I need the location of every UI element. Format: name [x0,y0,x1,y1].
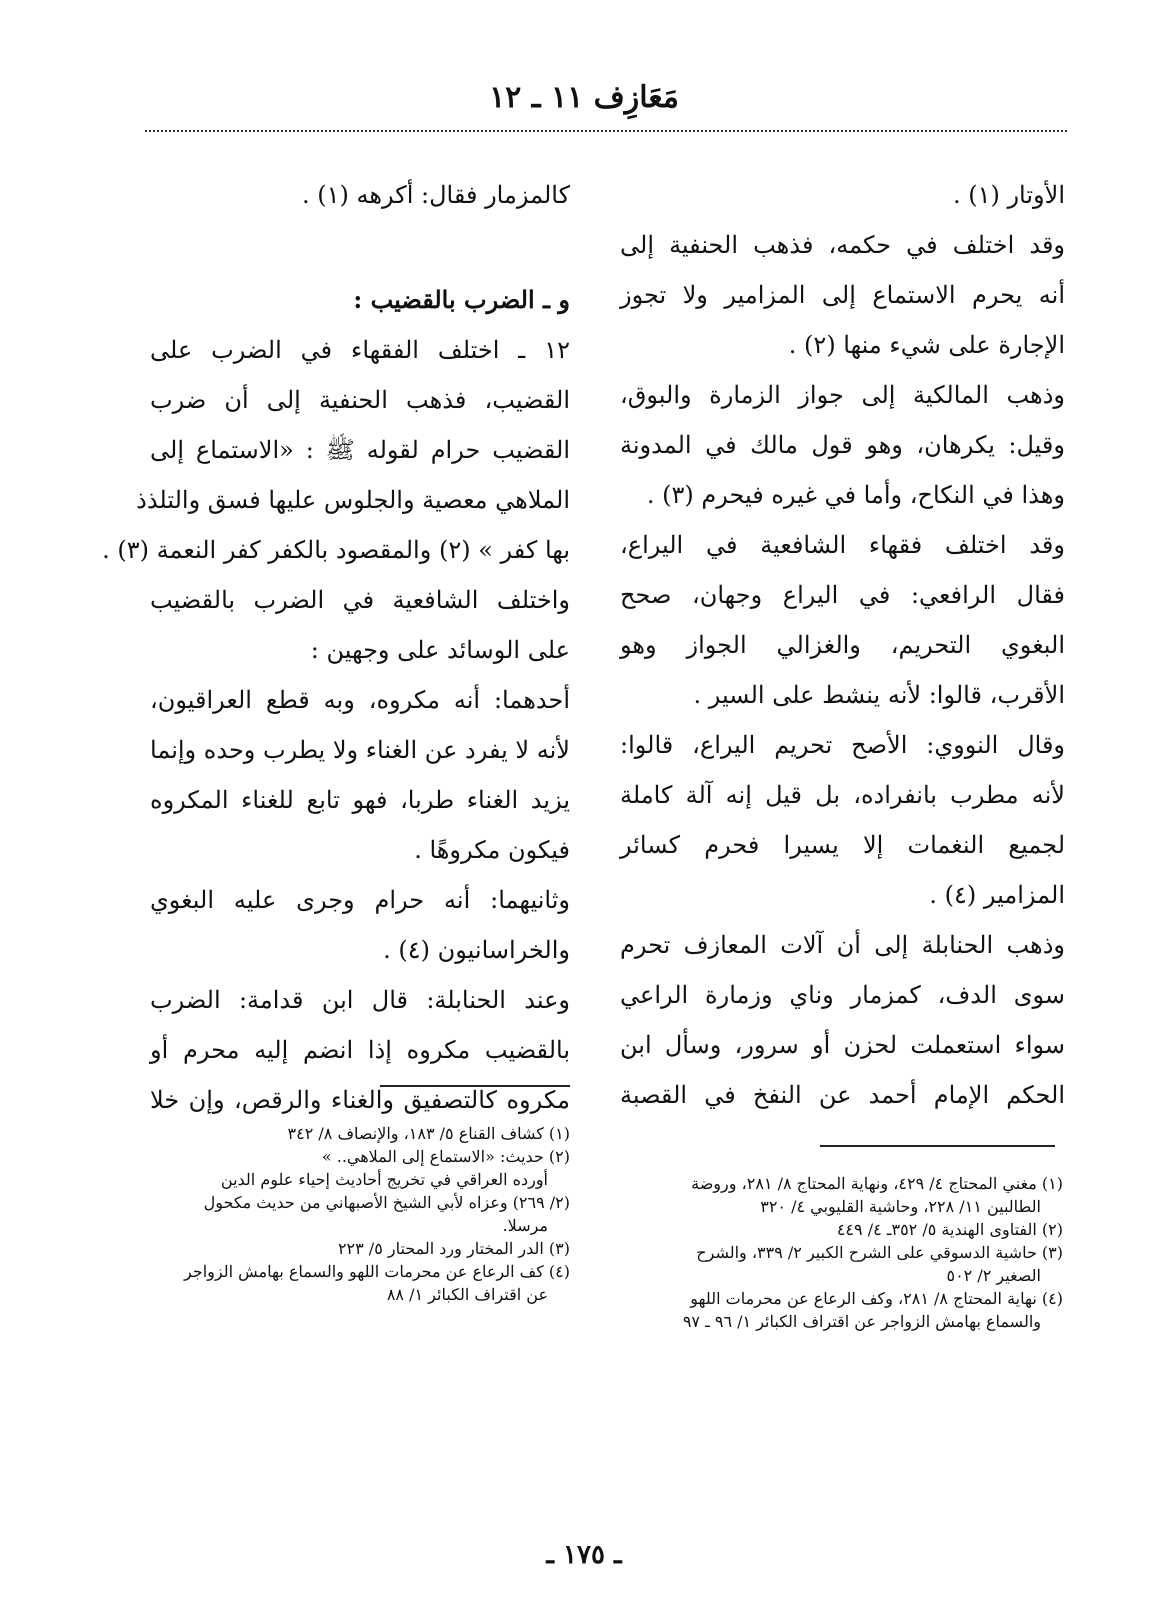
text-line: المزامير (٤) . [929,881,1065,909]
text-line: سوى الدف، كمزمار وناي وزمارة الراعي [620,981,1065,1009]
text-line: البغوي التحريم، والغزالي الجواز وهو [620,631,1065,659]
text-line: وقد اختلف في حكمه، فذهب الحنفية إلى [620,231,1065,259]
text-line: لأنه مطرب بانفراده، بل قيل إنه آلة كاملة [620,781,1065,809]
text-line: الأقرب، قالوا: لأنه ينشط على السير . [693,681,1065,709]
text-line: كالمزمار فقال: أكرهه (١) . [302,181,570,209]
text-line: وثانيهما: أنه حرام وجرى عليه البغوي [150,886,570,914]
footnote-line: الصغير ٢/ ٥٠٢ [946,1266,1041,1285]
text-line: أنه يحرم الاستماع إلى المزامير ولا تجوز [620,281,1065,309]
text-line: الحكم الإمام أحمد عن النفخ في القصبة [620,1081,1065,1109]
footnote-line: عن اقتراف الكبائر ١/ ٨٨ [386,1285,548,1304]
text-line: وقد اختلف فقهاء الشافعية في اليراع، [620,531,1065,559]
footnote-rule [820,1145,1055,1147]
footnote-line: (٣) حاشية الدسوقي على الشرح الكبير ٢/ ٣٣٩، والشرح [696,1243,1063,1262]
text-line: ١٢ ـ اختلف الفقهاء في الضرب على [150,336,570,364]
text-line: بها كفر » (٢) والمقصود بالكفر كفر النعمة (٣) . [102,536,570,564]
text-line: والخراسانيون (٤) . [383,936,570,964]
footnote-line: (٤) نهاية المحتاج ٨/ ٢٨١، وكف الرعاع عن محرمات اللهو [690,1289,1063,1308]
text-line: يزيد الغناء طربا، فهو تابع للغناء المكروه [150,786,570,814]
footnote-line: (٢/ ٢٦٩) وعزاه لأبي الشيخ الأصبهاني من حديث مكحول [203,1193,570,1212]
text-line: وذهب الحنابلة إلى أن آلات المعازف تحرم [620,931,1065,959]
text-line: القضيب حرام لقوله ﷺ : «الاستماع إلى [150,436,570,464]
text-line: لأنه لا يفرد عن الغناء ولا يطرب وحده وإنما [150,736,570,764]
text-line: وقيل: يكرهان، وهو قول مالك في المدونة [620,431,1065,459]
text-line: فقال الرافعي: في اليراع وجهان، صحح [620,581,1065,609]
right-footnotes [618,1172,1063,1333]
text-line: لجميع النغمات إلا يسيرا فحرم كسائر [620,831,1065,859]
header-divider [145,130,1067,132]
footnote-line: (٤) كف الرعاع عن محرمات اللهو والسماع بهامش الزواجر [184,1262,570,1281]
footnote-line: الطالبين ١١/ ٢٢٨، وحاشية القليوبي ٤/ ٣٢٠ [760,1197,1041,1216]
left-footnotes [150,1122,570,1306]
page-number: ـ ١٧٥ ـ [546,1540,622,1570]
text-line: وعند الحنابلة: قال ابن قدامة: الضرب [150,986,570,1014]
footnote-line: (٢) الفتاوى الهندية ٥/ ٣٥٢ـ ٤/ ٤٤٩ [836,1220,1063,1239]
footnote-line: (٢) حديث: «الاستماع إلى الملاهي.. » [321,1147,570,1166]
text-line: مكروه كالتصفيق والغناء والرقص، وإن خلا [150,1086,570,1114]
footnote-line: والسماع بهامش الزواجر عن اقتراف الكبائر ١/ ٩٦ ـ ٩٧ [682,1312,1041,1331]
text-line: واختلف الشافعية في الضرب بالقضيب [150,586,570,614]
text-line: الإجارة على شيء منها (٢) . [788,331,1065,359]
text-line: وهذا في النكاح، وأما في غيره فيحرم (٣) . [646,481,1065,509]
footnote-line: مرسلا. [502,1216,548,1235]
text-line: سواء استعملت لحزن أو سرور، وسأل ابن [620,1031,1065,1059]
text-line: بالقضيب مكروه إذا انضم إليه محرم أو [150,1036,570,1064]
footnote-line: (١) كشاف القناع ٥/ ١٨٣، والإنصاف ٨/ ٣٤٢ [287,1124,570,1143]
text-line: وذهب المالكية إلى جواز الزمارة والبوق، [620,381,1065,409]
right-column [620,170,1065,1120]
text-line: على الوسائد على وجهين : [310,636,570,664]
footnote-line: (٣) الدر المختار ورد المحتار ٥/ ٢٢٣ [337,1239,570,1258]
footnote-rule [380,1085,570,1087]
text-line: أحدهما: أنه مكروه، وبه قطع العراقيون، [150,686,570,714]
text-line: وقال النووي: الأصح تحريم اليراع، قالوا: [620,731,1065,759]
left-column [102,170,570,1125]
text-line: الملاهي معصية والجلوس عليها فسق والتلذذ [136,486,570,514]
running-header: مَعَازِف ١١ ـ ١٢ [489,80,679,115]
text-line: القضيب، فذهب الحنفية إلى أن ضرب [150,386,570,414]
text-line: الأوتار (١) . [952,181,1065,209]
text-line: فيكون مكروهًا . [414,836,570,864]
footnote-line: (١) مغني المحتاج ٤/ ٤٢٩، ونهاية المحتاج ٨/ ٢٨١، وروضة [691,1174,1063,1193]
section-heading: و ـ الضرب بالقضيب : [353,285,570,314]
footnote-line: أورده العراقي في تخريج أحاديث إحياء علوم الدين [220,1170,548,1189]
